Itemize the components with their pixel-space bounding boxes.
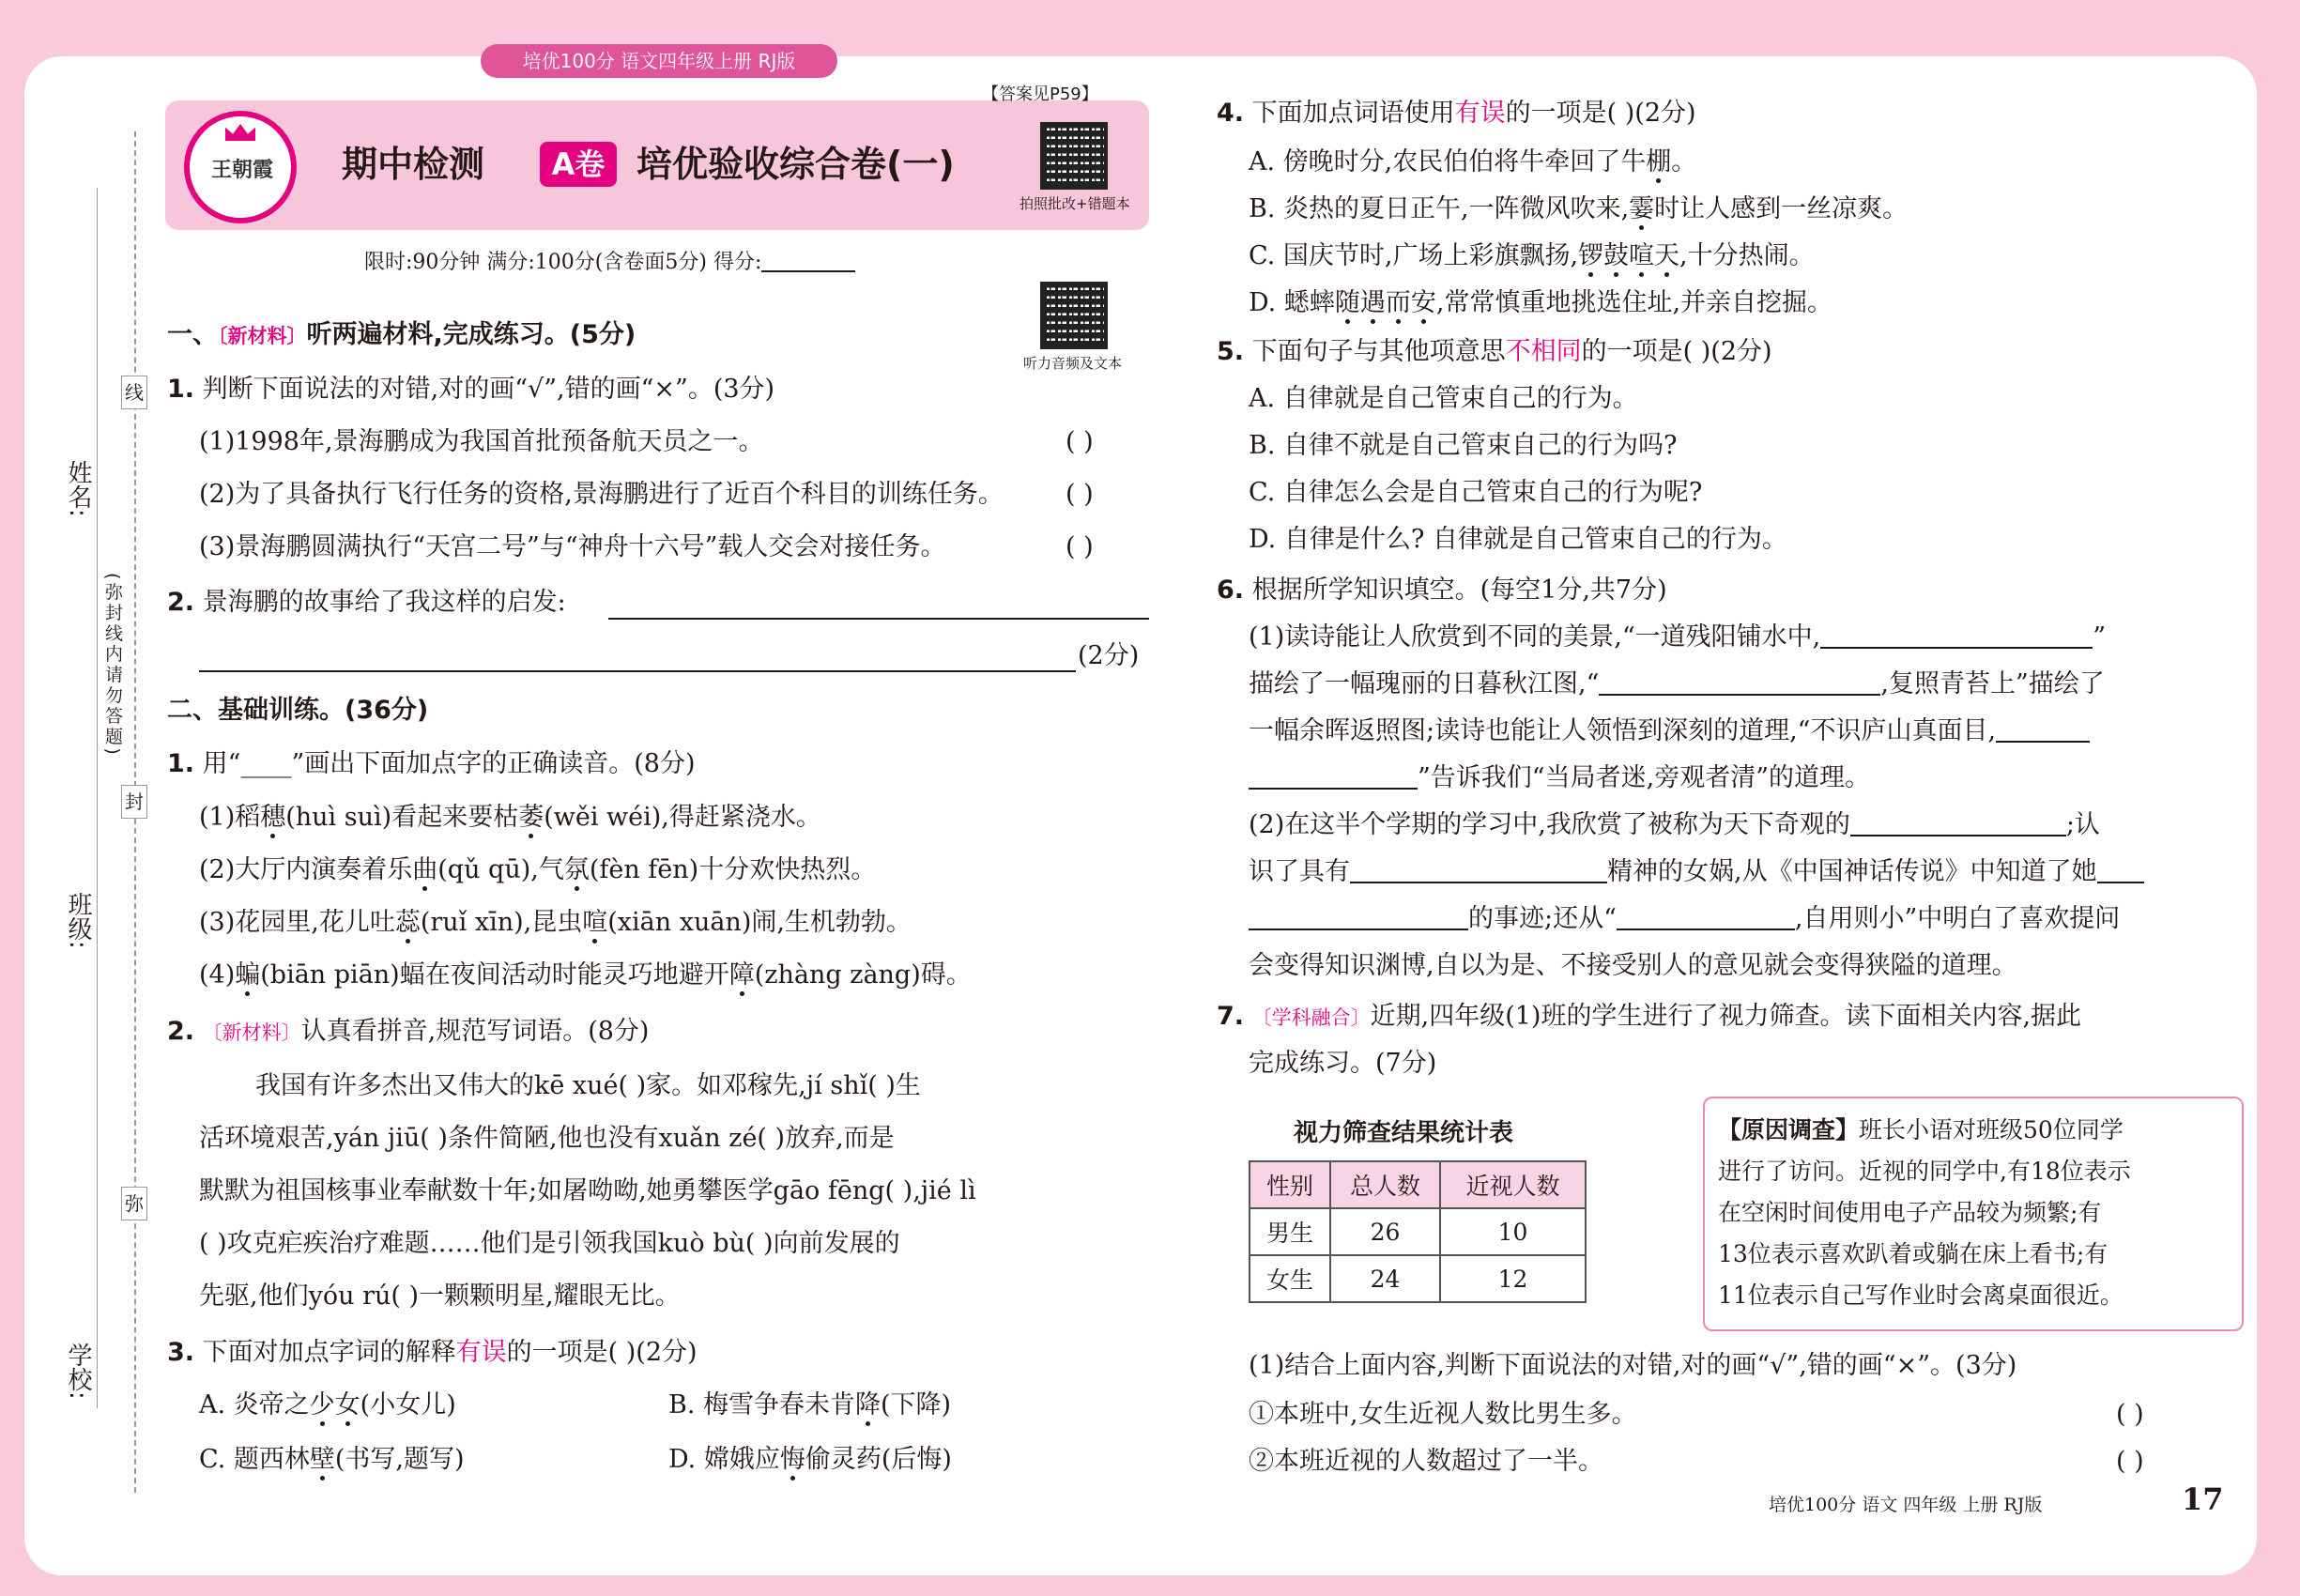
crown-icon xyxy=(225,124,255,141)
fill-blank-5[interactable] xyxy=(1350,857,1607,883)
judge-paren-2[interactable]: ( ) xyxy=(1066,480,1094,509)
new-material-tag-2: 〔新材料〕 xyxy=(202,1021,301,1044)
q6-line-6: 识了具有 精神的女娲,从《中国神话传说》中知道了她 xyxy=(1249,856,2144,888)
table-header: 总人数 xyxy=(1330,1161,1440,1208)
qr-code-audio[interactable] xyxy=(1040,282,1108,349)
q6-line-3: 一幅余晖返照图;读诗也能让人领悟到深刻的道理,“不识庐山真面目, xyxy=(1249,715,2090,747)
binding-class-label: 班级: xyxy=(64,892,92,949)
s2-q3: 3. 下面对加点字词的解释有误的一项是( )(2分) xyxy=(167,1338,698,1367)
cross-subject-tag: 〔学科融合〕 xyxy=(1251,1006,1371,1029)
table-header: 近视人数 xyxy=(1440,1161,1586,1208)
q4: 4. 下面加点词语使用有误的一项是( )(2分) xyxy=(1217,99,1696,128)
q7: 7. 〔学科融合〕近期,四年级(1)班的学生进行了视力筛查。读下面相关内容,据此 xyxy=(1217,1002,2082,1031)
judge-paren-q7-1[interactable]: ( ) xyxy=(2116,1400,2144,1429)
new-material-tag: 〔新材料〕 xyxy=(218,325,307,347)
binding-seal-line: 线 xyxy=(121,376,147,409)
fill-blank-4[interactable] xyxy=(1850,810,2066,836)
q4-option-a[interactable]: A. 傍晚时分,农民伯伯将牛牵回了牛棚。 xyxy=(1249,147,1697,176)
section1-title: 一、〔新材料〕听两遍材料,完成练习。(5分) xyxy=(167,320,636,349)
q5-option-a[interactable]: A. 自律就是自己管束自己的行为。 xyxy=(1249,384,1638,413)
q6-line-4: ”告诉我们“当局者迷,旁观者清”的道理。 xyxy=(1249,762,1870,794)
pinyin-row-1: (1)稻穗(huì suì)看起来要枯萎(wěi wéi),得赶紧浇水。 xyxy=(199,803,821,832)
volume-badge: A卷 xyxy=(540,142,617,187)
fill-blank-6[interactable] xyxy=(2097,857,2144,883)
s2-q3-option-b[interactable]: B. 梅雪争春未肯降(下降) xyxy=(668,1390,952,1420)
qr-caption-audio: 听力音频及文本 xyxy=(1023,355,1123,372)
binding-solid-line xyxy=(97,188,98,1408)
s1-q1: 1. 判断下面说法的对错,对的画“√”,错的画“×”。(3分) xyxy=(167,375,775,404)
binding-school-label: 学校: xyxy=(64,1343,92,1400)
q6-line-8: 会变得知识渊博,自以为是、不接受别人的意见就会变得狭隘的道理。 xyxy=(1249,951,2017,980)
section2-title: 二、基础训练。(36分) xyxy=(167,696,429,725)
q6-line-1: (1)读诗能让人欣赏到不同的美景,“一道残阳铺水中, ” xyxy=(1249,622,2107,652)
judge-paren-3[interactable]: ( ) xyxy=(1066,532,1094,561)
q7-line-2: 完成练习。(7分) xyxy=(1249,1049,1437,1078)
s1-q2-score: (2分) xyxy=(1078,641,1140,670)
q4-option-c[interactable]: C. 国庆节时,广场上彩旗飘扬,锣鼓喧天,十分热闹。 xyxy=(1249,241,1815,270)
vision-table xyxy=(1249,1160,1587,1303)
s1-item-2: (2)为了具备执行飞行任务的资格,景海鹏进行了近百个科目的训练任务。 xyxy=(199,480,1004,509)
s2-q2: 2. 〔新材料〕认真看拼音,规范写词语。(8分) xyxy=(167,1017,650,1046)
pinyin-passage-line-3: 默默为祖国核事业奉献数十年;如屠呦呦,她勇攀医学gāo fēng( ),jié lì xyxy=(199,1176,976,1205)
s1-item-1: (1)1998年,景海鹏成为我国首批预备航天员之一。 xyxy=(199,427,764,456)
fill-blank-1[interactable] xyxy=(1820,622,2093,649)
exam-title: 培优验收综合卷(一) xyxy=(636,144,955,185)
q5-option-d[interactable]: D. 自律是什么? 自律就是自己管束自己的行为。 xyxy=(1249,525,1787,554)
q6-line-7: 的事迹;还从“ ,自用则小”中明白了喜欢提问 xyxy=(1249,903,2120,935)
s2-q1: 1. 用“____”画出下面加点字的正确读音。(8分) xyxy=(167,749,696,778)
s2-q3-option-c[interactable]: C. 题西林壁(书写,题写) xyxy=(199,1445,465,1474)
table-cell: 12 xyxy=(1440,1255,1586,1302)
table-cell: 24 xyxy=(1330,1255,1440,1302)
q5-option-b[interactable]: B. 自律不就是自己管束自己的行为吗? xyxy=(1249,431,1678,460)
binding-note: (弥封线内请勿答题) xyxy=(102,573,123,758)
pinyin-passage-line-5: 先驱,他们yóu rú( )一颗颗明星,耀眼无比。 xyxy=(199,1281,681,1311)
binding-seal-feng: 封 xyxy=(121,785,147,819)
pinyin-row-4: (4)蝙(biān piān)蝠在夜间活动时能灵巧地避开障(zhàng zàng)碍。 xyxy=(199,960,972,990)
judge-paren-q7-2[interactable]: ( ) xyxy=(2116,1447,2144,1476)
exam-label: 期中检测 xyxy=(342,144,485,185)
q4-option-b[interactable]: B. 炎热的夏日正午,一阵微风吹来,霎时让人感到一丝凉爽。 xyxy=(1249,194,1909,223)
reason-box: 【原因调查】班长小语对班级50位同学 进行了访问。近视的同学中,有18位表示 在空闲时间使用电子产品较为频繁;有 13位表示喜欢趴着或躺在床上看书;有 11位表示自己写作业时会离桌面很近。 xyxy=(1703,1097,2244,1331)
qr-caption-grading: 拍照批改+错题本 xyxy=(1020,195,1130,212)
q6-line-5: (2)在这半个学期的学习中,我欣赏了被称为天下奇观的 ;认 xyxy=(1249,810,2100,839)
table-cell: 女生 xyxy=(1250,1255,1330,1302)
q7-sub1: (1)结合上面内容,判断下面说法的对错,对的画“√”,错的画“×”。(3分) xyxy=(1249,1351,2017,1380)
q7-judge-2: ②本班近视的人数超过了一半。 xyxy=(1249,1447,1603,1476)
fill-blank-3[interactable] xyxy=(1996,716,2090,743)
pinyin-row-3: (3)花园里,花儿吐蕊(ruǐ xīn),昆虫喧(xiān xuān)闹,生机勃勃。 xyxy=(199,908,912,937)
judge-paren-1[interactable]: ( ) xyxy=(1066,427,1094,456)
fill-blank-2[interactable] xyxy=(1599,669,1880,696)
vision-table-title: 视力筛查结果统计表 xyxy=(1294,1119,1514,1147)
footer-text: 培优100分 语文 四年级 上册 RJ版 xyxy=(1769,1495,2043,1515)
s2-q3-option-a[interactable]: A. 炎帝之少女(小女儿) xyxy=(199,1390,456,1420)
binding-seal-mi: 弥 xyxy=(121,1187,147,1220)
table-cell: 10 xyxy=(1440,1208,1586,1255)
q5: 5. 下面句子与其他项意思不相同的一项是( )(2分) xyxy=(1217,337,1772,366)
exam-meta: 限时:90分钟 满分:100分(含卷面5分) 得分: xyxy=(364,246,855,279)
fill-blank-3b[interactable] xyxy=(1249,763,1418,790)
logo-text: 王朝霞 xyxy=(210,159,273,182)
answer-line-2[interactable] xyxy=(199,670,1076,672)
answer-ref: 【答案见P59】 xyxy=(982,84,1098,104)
pinyin-passage-line-1: 我国有许多杰出又伟大的kē xué( )家。如邓稼先,jí shǐ( )生 xyxy=(255,1071,921,1100)
q4-option-d[interactable]: D. 蟋蟀随遇而安,常常慎重地挑选住址,并亲自挖掘。 xyxy=(1249,288,1833,317)
brand-logo xyxy=(184,111,297,223)
q6-line-2: 描绘了一幅瑰丽的日暮秋江图,“ ,复照青苔上”描绘了 xyxy=(1249,669,2105,698)
s2-q3-option-d[interactable]: D. 嫦娥应悔偷灵药(后悔) xyxy=(668,1445,952,1474)
qr-code-grading[interactable] xyxy=(1040,122,1108,190)
header-tab: 培优100分 语文四年级上册 RJ版 xyxy=(481,44,837,78)
fill-blank-7[interactable] xyxy=(1617,904,1795,930)
table-cell: 26 xyxy=(1330,1208,1440,1255)
pinyin-passage-line-2: 活环境艰苦,yán jiū( )条件简陋,他也没有xuǎn zé( )放弃,而是 xyxy=(199,1124,895,1153)
pinyin-passage-line-4: ( )攻克疟疾治疗难题……他们是引领我国kuò bù( )向前发展的 xyxy=(199,1229,900,1258)
q6: 6. 根据所学知识填空。(每空1分,共7分) xyxy=(1217,575,1667,605)
pinyin-row-2: (2)大厅内演奏着乐曲(qǔ qū),气氛(fèn fēn)十分欢快热烈。 xyxy=(199,855,877,884)
answer-line-1[interactable] xyxy=(608,618,1149,620)
q5-option-c[interactable]: C. 自律怎么会是自己管束自己的行为呢? xyxy=(1249,478,1703,507)
q7-judge-1: ①本班中,女生近视人数比男生多。 xyxy=(1249,1400,1637,1429)
page-number: 17 xyxy=(2182,1481,2224,1517)
binding-name-label: 姓名: xyxy=(64,460,92,517)
s1-q2: 2. 景海鹏的故事给了我这样的启发: xyxy=(167,588,566,617)
fill-blank-6b[interactable] xyxy=(1249,904,1468,930)
table-cell: 男生 xyxy=(1250,1208,1330,1255)
table-header: 性别 xyxy=(1250,1161,1330,1208)
reason-box-title: 【原因调查】 xyxy=(1718,1116,1860,1143)
s1-item-3: (3)景海鹏圆满执行“天宫二号”与“神舟十六号”载人交会对接任务。 xyxy=(199,532,946,561)
